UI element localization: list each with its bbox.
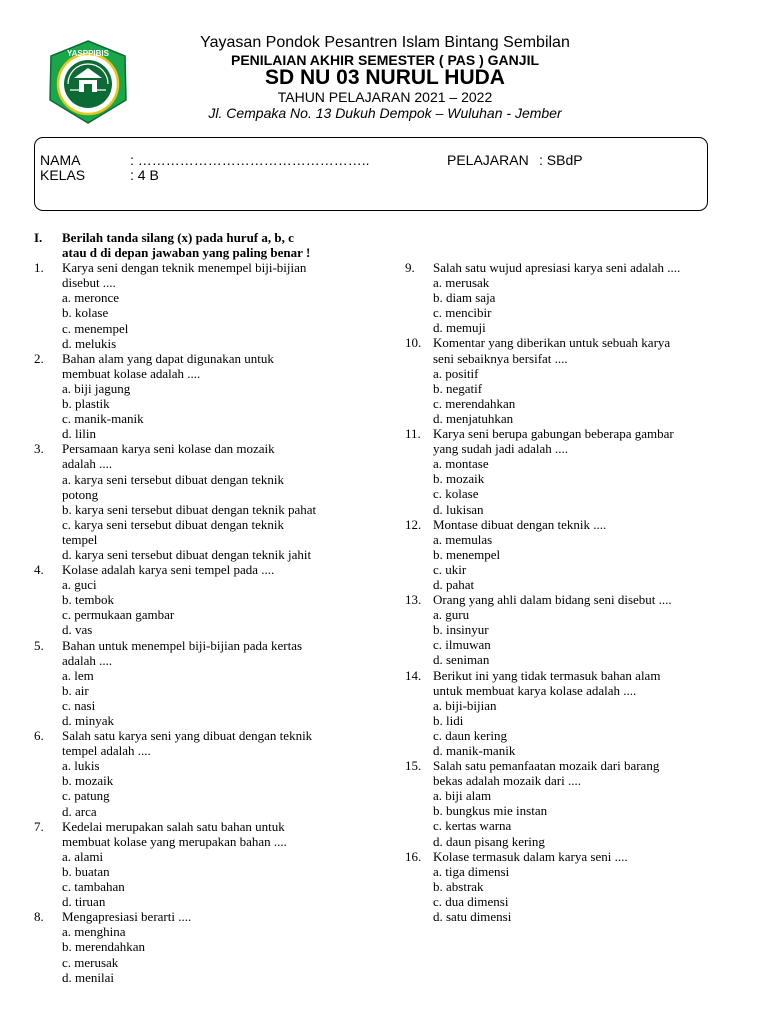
answer-option[interactable]: a. montase (433, 456, 489, 472)
answer-option[interactable]: a. biji alam (433, 788, 492, 804)
question-number: 1. (34, 260, 44, 276)
question-text: Persamaan karya seni kolase dan mozaik (62, 441, 275, 457)
question-number: 2. (34, 350, 44, 366)
answer-option[interactable]: d. vas (62, 622, 93, 638)
answer-option[interactable]: b. merendahkan (62, 939, 146, 955)
question-text: membuat kolase yang merupakan bahan .... (62, 833, 287, 849)
student-identity-box (34, 137, 708, 211)
answer-option[interactable]: d. karya seni tersebut dibuat dengan teknik jahit (62, 546, 312, 562)
question-item (34, 562, 394, 637)
nama-label: NAMA (40, 152, 81, 168)
question-text: seni sebaiknya bersifat .... (433, 350, 568, 366)
answer-option[interactable]: b. menempel (433, 546, 501, 562)
answer-option[interactable]: c. patung (62, 788, 110, 804)
answer-option[interactable]: a. positif (433, 365, 479, 381)
question-text: Orang yang ahli dalam bidang seni disebut .... (433, 592, 672, 608)
answer-option[interactable]: a. memulas (433, 531, 493, 547)
answer-option[interactable]: d. pahat (433, 576, 475, 592)
answer-option[interactable]: a. merusak (433, 275, 490, 291)
question-text: Berikut ini yang tidak termasuk bahan alam (433, 667, 661, 683)
question-number: 12. (405, 516, 422, 532)
question-item (405, 758, 755, 849)
answer-option[interactable]: d. daun pisang kering (433, 833, 545, 849)
answer-option[interactable]: c. permukaan gambar (62, 607, 175, 623)
answer-option[interactable]: b. mozaik (433, 471, 485, 487)
question-number: 6. (34, 728, 44, 744)
question-number: 14. (405, 667, 422, 683)
answer-option[interactable]: c. ukir (433, 561, 467, 577)
answer-option[interactable]: b. abstrak (433, 878, 484, 894)
question-text: Karya seni berupa gabungan beberapa gambar (433, 426, 674, 442)
answer-option[interactable]: c. nasi (62, 697, 96, 713)
answer-option[interactable]: a. guci (62, 577, 97, 593)
answer-option[interactable]: c. dua dimensi (433, 893, 509, 909)
nama-field[interactable]: : ………………………………………….. (130, 152, 370, 168)
answer-option[interactable]: c. tambahan (62, 879, 125, 895)
answer-option[interactable]: a. alami (62, 848, 104, 864)
academic-year: TAHUN PELAJARAN 2021 – 2022 (277, 89, 493, 105)
question-item (405, 260, 755, 335)
kelas-value: : 4 B (130, 167, 159, 183)
question-item (405, 517, 755, 592)
question-item (405, 426, 755, 517)
answer-option[interactable]: d. menjatuhkan (433, 410, 514, 426)
answer-option[interactable]: b. air (62, 682, 89, 698)
question-text: untuk membuat karya kolase adalah .... (433, 682, 637, 698)
answer-option[interactable]: d. lukisan (433, 501, 484, 517)
question-text: Mengapresiasi berarti .... (62, 909, 192, 925)
answer-option[interactable]: c. daun kering (433, 727, 508, 743)
answer-option[interactable]: c. kertas warna (433, 818, 512, 834)
section-number: I. (34, 230, 43, 245)
answer-option[interactable]: tempel (62, 531, 98, 547)
question-text: Kedelai merupakan salah satu bahan untuk (62, 818, 285, 834)
answer-option[interactable]: a. menghina (62, 924, 126, 940)
answer-option[interactable]: b. insinyur (433, 622, 489, 638)
question-number: 13. (405, 592, 422, 608)
pelajaran-value: : SBdP (539, 152, 583, 168)
exam-title: PENILAIAN AKHIR SEMESTER ( PAS ) GANJIL (230, 52, 540, 68)
question-number: 8. (34, 909, 44, 925)
instruction-line-2: atau d di depan jawaban yang paling benar ! (62, 245, 311, 261)
school-address: Jl. Cempaka No. 13 Dukuh Dempok – Wuluhan - Jember (208, 105, 562, 121)
answer-option[interactable]: a. meronce (62, 290, 120, 306)
question-number: 5. (34, 637, 44, 653)
answer-option[interactable]: b. bungkus mie instan (433, 803, 548, 819)
answer-option[interactable]: d. melukis (62, 335, 117, 351)
question-text: adalah .... (62, 456, 113, 472)
answer-option[interactable]: d. lilin (62, 426, 96, 442)
school-logo (46, 40, 130, 124)
answer-option[interactable]: c. manik-manik (62, 411, 144, 427)
answer-option[interactable]: d. arca (62, 803, 97, 819)
answer-option[interactable]: d. tiruan (62, 894, 106, 910)
answer-option[interactable]: c. karya seni tersebut dibuat dengan teknik (62, 516, 285, 532)
answer-option[interactable]: d. minyak (62, 713, 114, 728)
question-item (405, 335, 755, 426)
answer-option[interactable]: d. menilai (62, 969, 114, 985)
answer-option[interactable]: b. buatan (62, 863, 110, 879)
question-item (405, 592, 755, 667)
answer-option[interactable]: a. tiga dimensi (433, 863, 510, 879)
section-instruction (34, 230, 394, 245)
answer-option[interactable]: b. plastik (62, 396, 110, 412)
question-number: 15. (405, 758, 422, 774)
answer-option[interactable]: c. merusak (62, 954, 119, 970)
logo-text: YASPPIBIS (67, 49, 109, 58)
question-number: 9. (405, 260, 415, 275)
answer-option[interactable]: b. mozaik (62, 773, 114, 789)
answer-option[interactable]: c. mencibir (433, 305, 492, 321)
question-item (34, 909, 394, 984)
question-item (34, 728, 394, 819)
question-number: 11. (405, 426, 421, 442)
question-text: yang sudah jadi adalah .... (433, 441, 569, 457)
answer-option[interactable]: d. memuji (433, 320, 486, 336)
question-text: bekas adalah mozaik dari .... (433, 773, 581, 789)
instruction-line-1: Berilah tanda silang (x) pada huruf a, b, c (62, 230, 294, 245)
question-text: Salah satu pemanfaatan mozaik dari barang (433, 758, 660, 774)
answer-option[interactable]: d. satu dimensi (433, 909, 512, 925)
pelajaran-label: PELAJARAN (447, 152, 529, 168)
answer-option[interactable]: b. negatif (433, 380, 483, 396)
question-text: Kolase adalah karya seni tempel pada .... (62, 562, 275, 578)
question-item (34, 351, 394, 442)
answer-option[interactable]: a. lukis (62, 758, 100, 774)
question-text: adalah .... (62, 652, 113, 668)
question-text: Kolase termasuk dalam karya seni .... (433, 848, 628, 864)
question-text: Montase dibuat dengan teknik .... (433, 516, 607, 532)
question-item (34, 260, 394, 351)
answer-option[interactable]: b. tembok (62, 592, 114, 608)
answer-option[interactable]: a. biji jagung (62, 380, 131, 396)
question-text: Karya seni dengan teknik menempel biji-bijian (62, 260, 307, 276)
question-item (34, 441, 394, 562)
answer-option[interactable]: b. kolase (62, 305, 109, 321)
question-text: Bahan untuk menempel biji-bijian pada kertas (62, 637, 303, 653)
question-text: disebut .... (62, 275, 116, 291)
question-item (405, 849, 755, 924)
school-name: SD NU 03 NURUL HUDA (265, 66, 505, 89)
answer-option[interactable]: c. menempel (62, 320, 129, 336)
question-number: 10. (405, 335, 422, 351)
kelas-label: KELAS (40, 167, 86, 183)
question-text: membuat kolase adalah .... (62, 365, 201, 381)
question-column-right (405, 260, 755, 924)
question-text: Salah satu karya seni yang dibuat dengan teknik (62, 728, 313, 744)
question-number: 4. (34, 562, 44, 578)
question-item (34, 638, 394, 729)
answer-option[interactable]: c. merendahkan (433, 395, 516, 411)
question-column-left (34, 230, 394, 985)
question-text: tempel adalah .... (62, 743, 151, 759)
question-text: Komentar yang diberikan untuk sebuah karya (433, 335, 671, 351)
answer-option[interactable]: b. diam saja (433, 290, 496, 306)
answer-option[interactable]: c. kolase (433, 486, 479, 502)
question-text: Bahan alam yang dapat digunakan untuk (62, 350, 274, 366)
answer-option[interactable]: c. ilmuwan (433, 637, 491, 653)
answer-option[interactable]: b. karya seni tersebut dibuat dengan teknik pahat (62, 501, 317, 517)
answer-option[interactable]: b. lidi (433, 712, 464, 728)
answer-option[interactable]: d. seniman (433, 652, 490, 668)
answer-option[interactable]: a. guru (433, 607, 470, 623)
answer-option[interactable]: d. manik-manik (433, 743, 516, 758)
answer-option[interactable]: potong (62, 486, 99, 502)
question-text: Salah satu wujud apresiasi karya seni adalah .... (433, 260, 681, 275)
answer-option[interactable]: a. lem (62, 667, 94, 683)
question-item (34, 819, 394, 910)
question-number: 3. (34, 441, 44, 457)
question-number: 7. (34, 818, 44, 834)
answer-option[interactable]: a. biji-bijian (433, 697, 497, 713)
answer-option[interactable]: a. karya seni tersebut dibuat dengan teknik (62, 471, 285, 487)
foundation-name: Yayasan Pondok Pesantren Islam Bintang Sembilan (200, 34, 570, 51)
question-item (405, 668, 755, 759)
question-number: 16. (405, 848, 422, 864)
